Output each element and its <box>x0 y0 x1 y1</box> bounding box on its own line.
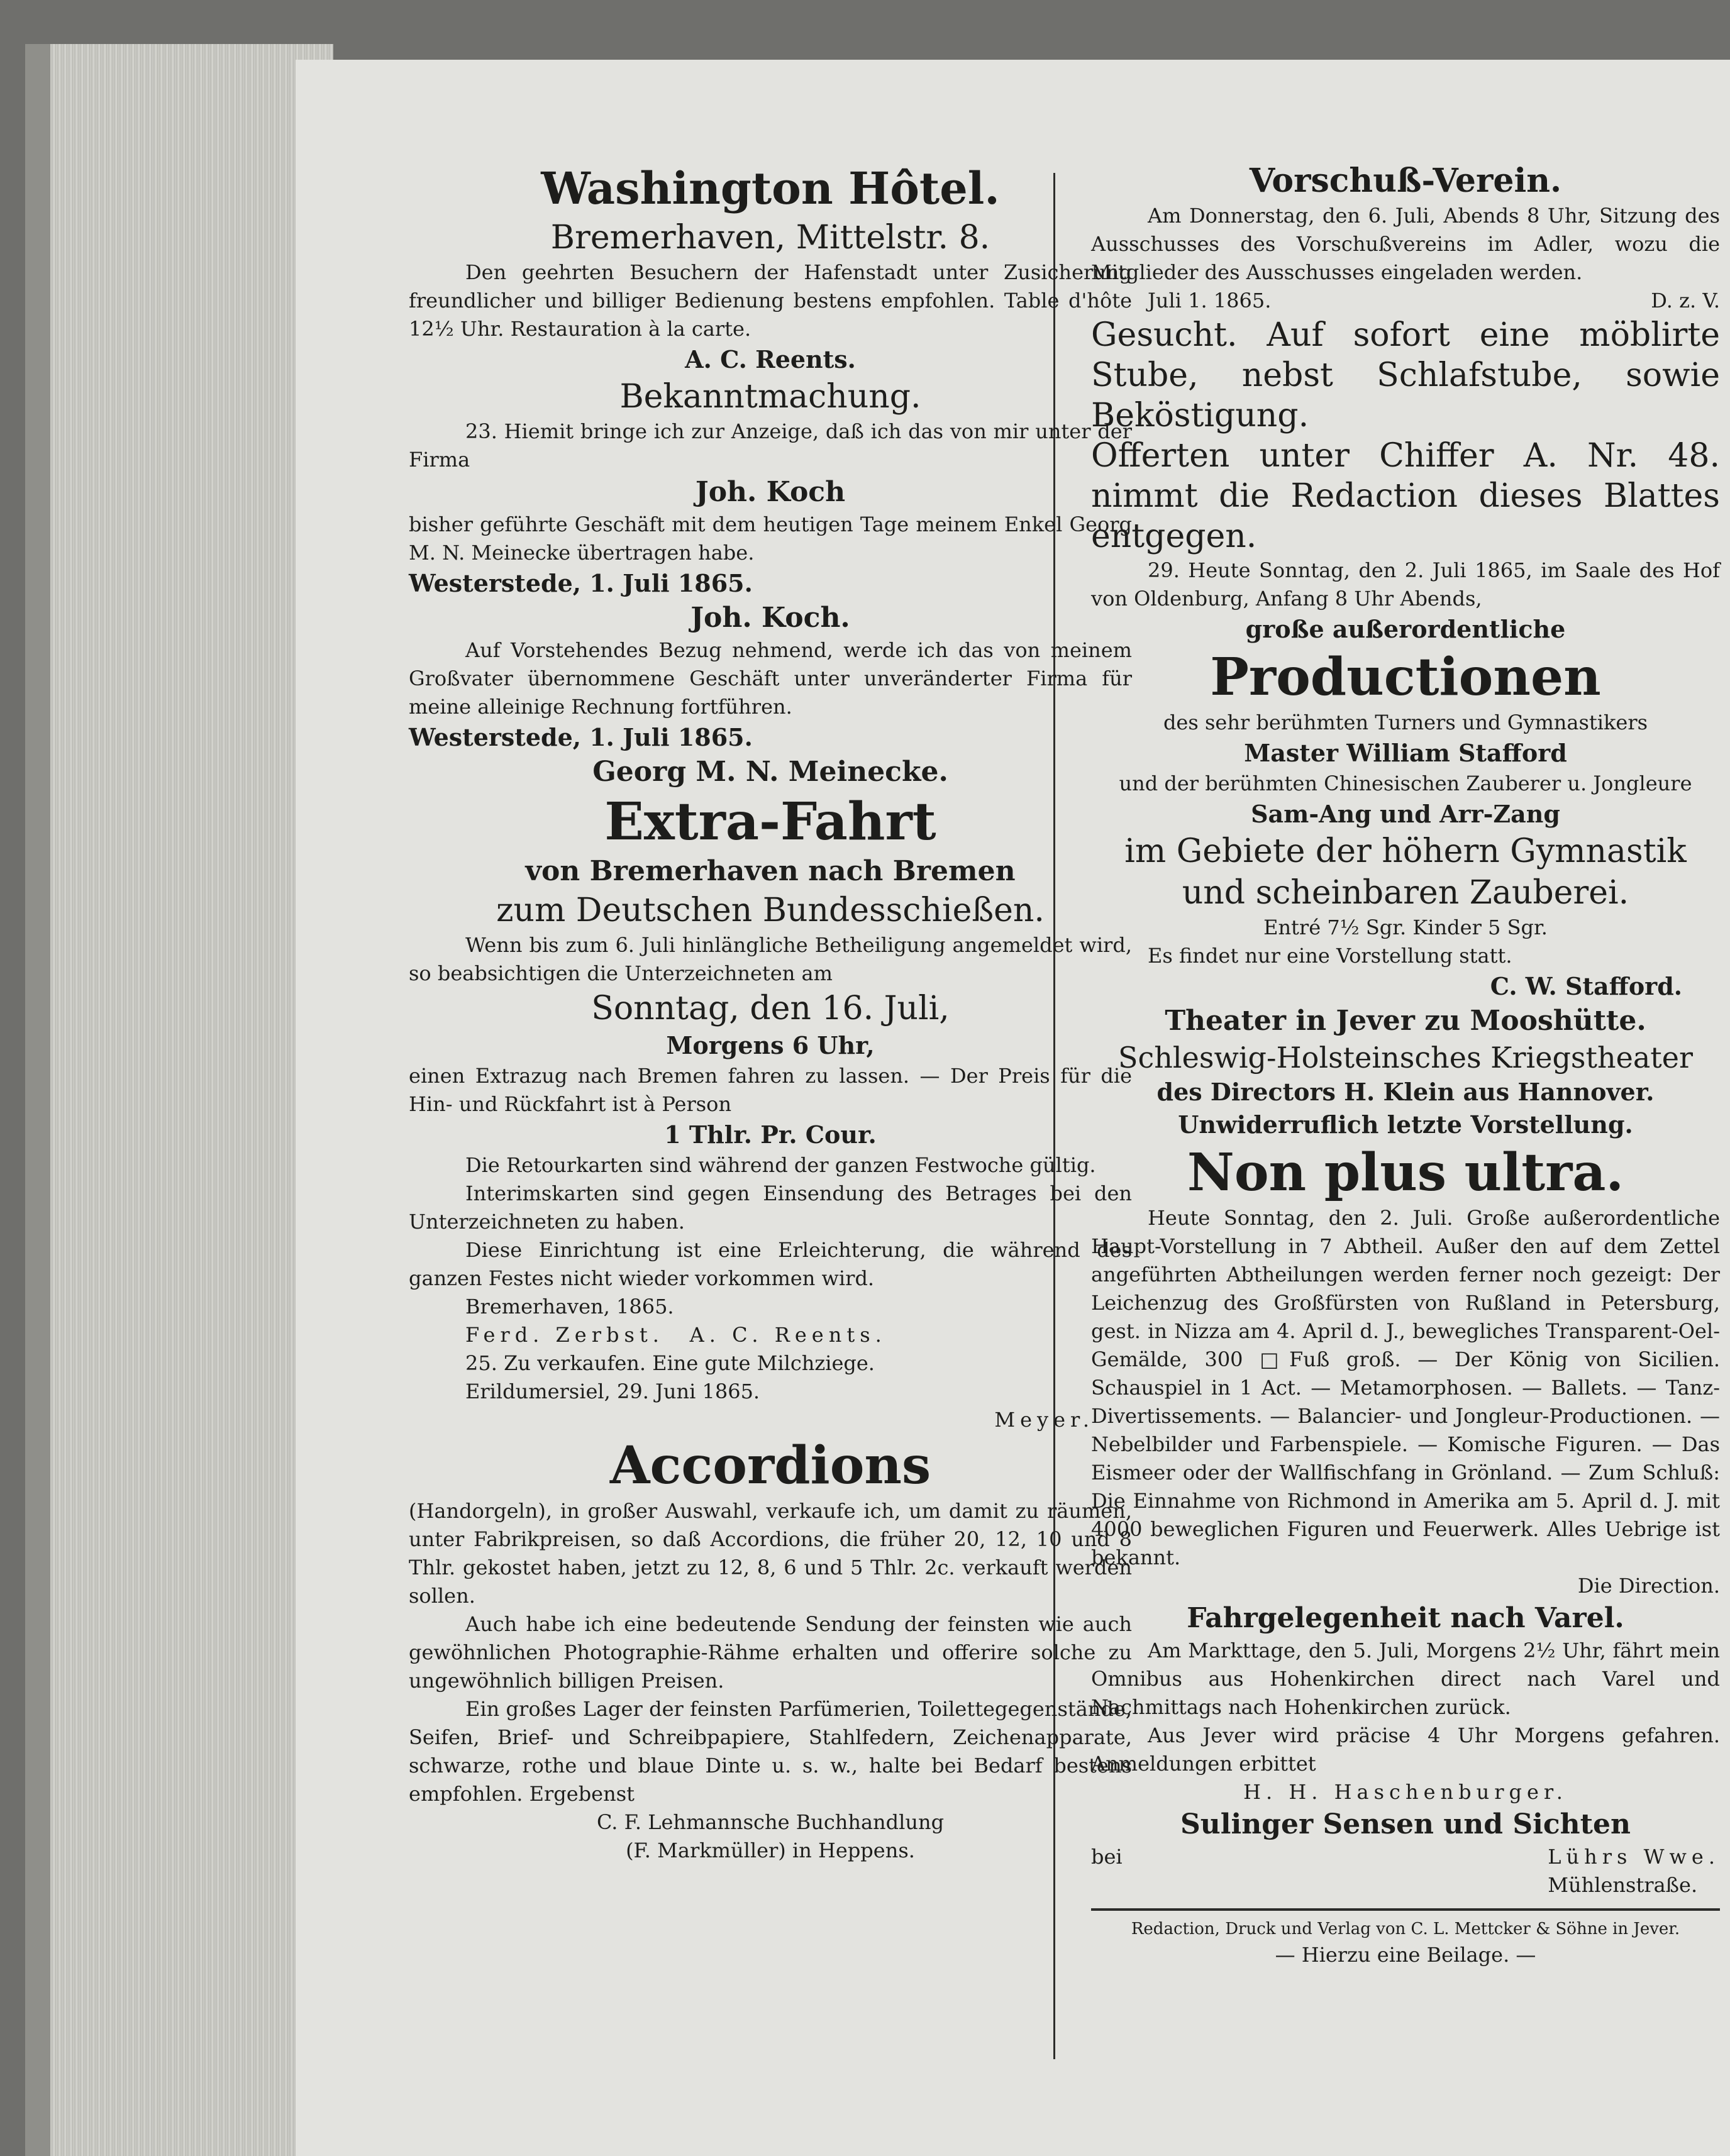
extra-text4: Interimskarten sind gegen Einsendung des Betrages bei den Unterzeichneten zu haben. <box>409 1181 1132 1234</box>
sulinger-sign2: Mühlenstraße. <box>1548 1873 1698 1897</box>
prod-title: Productionen <box>1210 647 1601 707</box>
accord-sign2: (F. Markmüller) in Heppens. <box>626 1838 915 1862</box>
prod-big: im Gebiete der höhern Gymnastik und scheinbaren Zauberei. <box>1124 832 1687 912</box>
sulinger-footer <box>1091 1843 1720 1899</box>
washington-sign: A. C. Reents. <box>685 345 856 373</box>
extra-price: 1 Thlr. Pr. Cour. <box>664 1120 877 1149</box>
extra-text5: Diese Einrichtung ist eine Erleichterung, die während des ganzen Festes nicht wieder vorkommen wird. <box>409 1238 1132 1290</box>
gesucht-text2: Offerten unter Chiffer A. Nr. 48. nimmt die Redaction dieses Blattes entgegen. <box>1091 437 1720 555</box>
bekannt-text1: 23. Hiemit bringe ich zur Anzeige, daß ich das von mir unter der Firma <box>409 419 1132 472</box>
fahr-sign: H. H. Haschenburger. <box>1243 1780 1568 1804</box>
extra-sub1: von Bremerhaven nach Bremen <box>525 855 1016 887</box>
bekannt-title: Bekanntmachung. <box>619 378 921 416</box>
sulinger-sign1: Lührs Wwe. <box>1548 1845 1720 1869</box>
bekannt-sign1: Joh. Koch. <box>690 602 850 634</box>
verein-title: Vorschuß-Verein. <box>1249 162 1562 200</box>
accord-title: Accordions <box>609 1435 931 1496</box>
gesucht-text: Gesucht. Auf sofort eine möblirte Stube, nebst Schlafstube, sowie Beköstigung. <box>1091 316 1720 434</box>
accord-text1: (Handorgeln), in großer Auswahl, verkaufe ich, um damit zu räumen, unter Fabrikpreisen, so daß Accordions, die früher 20, 12, 10 und 8 Thlr. gekostet haben, jetzt zu 12, 8, 6 und 5 Thlr. 2c. verkauft werden sollen. <box>409 1499 1132 1608</box>
bekannt-sign2: Georg M. N. Meinecke. <box>592 756 948 788</box>
theater-title3: des Directors H. Klein aus Hannover. <box>1156 1078 1655 1106</box>
sulinger-signatures <box>1548 1843 1720 1899</box>
washington-title: Washington Hôtel. <box>541 162 1000 214</box>
book-page-edges <box>25 44 333 2156</box>
prod-sub: große außerordentliche <box>1245 615 1566 643</box>
sulinger-bei: bei <box>1091 1845 1123 1869</box>
extra-sub2: zum Deutschen Bundesschießen. <box>496 892 1045 929</box>
theater-title4: Unwiderruflich letzte Vorstellung. <box>1178 1110 1633 1139</box>
imprint: Redaction, Druck und Verlag von C. L. Mettcker & Söhne in Jever. <box>1131 1920 1680 1938</box>
extra-time: Morgens 6 Uhr, <box>666 1031 875 1059</box>
fahr-text2: Aus Jever wird präcise 4 Uhr Morgens gefahren. Anmeldungen erbittet <box>1091 1723 1720 1776</box>
bekannt-text3: Auf Vorstehendes Bezug nehmend, werde ich das von meinem Großvater übernommene Geschäft unter unveränderter Firma für meine alleinige Rechnung fortführen. <box>409 638 1132 719</box>
bekannt-place1: Westerstede, 1. Juli 1865. <box>409 569 753 597</box>
left-column <box>409 160 1132 1865</box>
extra-text3: Die Retourkarten sind während der ganzen Festwoche gültig. <box>465 1153 1096 1177</box>
accord-sign1: C. F. Lehmannsche Buchhandlung <box>596 1810 945 1834</box>
extra-date: Sonntag, den 16. Juli, <box>591 990 950 1027</box>
prod-text3: und der berühmten Chinesischen Zauberer u. Jongleure <box>1119 771 1692 795</box>
bekannt-text2: bisher geführte Geschäft mit dem heutigen Tage meinem Enkel Georg M. N. Meinecke übertragen habe. <box>409 512 1132 565</box>
ziege-text: 25. Zu verkaufen. Eine gute Milchziege. <box>465 1351 875 1375</box>
extra-sign-a: Ferd. Zerbst. <box>465 1323 664 1347</box>
verein-text: Am Donnerstag, den 6. Juli, Abends 8 Uhr, Sitzung des Ausschusses des Vorschußvereins im Adler, wozu die Mitglieder des Ausschusses eingeladen werden. <box>1091 204 1720 284</box>
prod-name2: Sam-Ang und Arr-Zang <box>1251 800 1560 828</box>
extra-sign-b: A. C. Reents. <box>689 1323 887 1347</box>
prod-price: Entré 7½ Sgr. Kinder 5 Sgr. <box>1263 915 1548 939</box>
theater-big: Non plus ultra. <box>1187 1142 1624 1203</box>
imprint-rule <box>1091 1908 1720 1911</box>
extra-text2: einen Extrazug nach Bremen fahren zu lassen. — Der Preis für die Hin- und Rückfahrt ist à Person <box>409 1064 1132 1116</box>
verein-sign: D. z. V. <box>1651 289 1720 312</box>
right-column <box>1091 160 1720 1969</box>
bekannt-firm: Joh. Koch <box>695 476 846 508</box>
prod-sign: C. W. Stafford. <box>1490 972 1682 1000</box>
prod-text4: Es findet nur eine Vorstellung statt. <box>1148 944 1512 968</box>
washington-text: Den geehrten Besuchern der Hafenstadt unter Zusicherung freundlicher und billiger Bedienung bestens empfohlen. Table d'hôte 12½ Uhr. Restauration à la carte. <box>409 260 1132 341</box>
washington-address: Bremerhaven, Mittelstr. 8. <box>550 219 990 257</box>
bekannt-place2: Westerstede, 1. Juli 1865. <box>409 723 753 751</box>
extra-text1: Wenn bis zum 6. Juli hinlängliche Betheiligung angemeldet wird, so beabsichtigen die Unterzeichneten am <box>409 933 1132 985</box>
theater-title1: Theater in Jever zu Mooshütte. <box>1165 1005 1646 1037</box>
theater-sign: Die Direction. <box>1577 1574 1720 1598</box>
theater-text1: Heute Sonntag, den 2. Juli. Große außerordentliche Haupt-Vorstellung in 7 Abtheil. Außer den auf dem Zettel angeführten Abtheilungen werden ferner noch gezeigt: Der Leichenzug des Großfürsten von Rußland in Petersburg, gest. in Nizza am 4. April d. J., bewegliches Transparent-Oel-Gemälde, 300 □Fuß groß. — Der König von Sicilien. Schauspiel in 1 Act. — Metamorphosen. — Ballets. — Tanz-Divertissements. — Balancier- und Jongleur-Productionen. — Nebelbilder und Farbenspiele. — Komische Figuren. — Das Eismeer oder der Wallfischfang in Grönland. — Zum Schluß: Die Einnahme von Richmond in Amerika am 5. April d. J. mit 4000 beweglichen Figuren und Feuerwerk. Alles Uebrige ist bekannt. <box>1091 1206 1720 1569</box>
ziege-sign: Meyer. <box>994 1408 1094 1432</box>
extra-signatures <box>409 1321 1132 1349</box>
accord-text2: Auch habe ich eine bedeutende Sendung der feinsten wie auch gewöhnlichen Photographie-Rähme erhalten und offerire solche zu ungewöhnlich billigen Preisen. <box>409 1612 1132 1693</box>
verein-date: Juli 1. 1865. <box>1148 289 1272 312</box>
prod-text1: 29. Heute Sonntag, den 2. Juli 1865, im Saale des Hof von Oldenburg, Anfang 8 Uhr Abends, <box>1091 558 1720 611</box>
accord-text3: Ein großes Lager der feinsten Parfümerien, Toilettegegenstände, Seifen, Brief- und Schreibpapiere, Stahlfedern, Zeichenapparate, schwarze, rothe und blaue Dinte u. s. w., halte bei Bedarf bestens empfohlen. Ergebenst <box>409 1697 1132 1806</box>
theater-title2: Schleswig-Holsteinsches Kriegstheater <box>1118 1041 1693 1075</box>
prod-text2: des sehr berühmten Turners und Gymnastikers <box>1163 710 1648 734</box>
ziege-place: Erildumersiel, 29. Juni 1865. <box>465 1379 760 1403</box>
fahr-text1: Am Markttage, den 5. Juli, Morgens 2½ Uhr, fährt mein Omnibus aus Hohenkirchen direct nach Varel und Nachmittags nach Hohenkirchen zurück. <box>1091 1639 1720 1719</box>
prod-name1: Master William Stafford <box>1244 739 1567 767</box>
beilage: — Hierzu eine Beilage. — <box>1275 1943 1536 1967</box>
extra-title: Extra-Fahrt <box>604 792 936 852</box>
verein-footer <box>1091 287 1720 315</box>
sulinger-title: Sulinger Sensen und Sichten <box>1180 1808 1631 1840</box>
newspaper-page <box>296 60 1730 2156</box>
extra-place: Bremerhaven, 1865. <box>465 1295 674 1318</box>
fahr-title: Fahrgelegenheit nach Varel. <box>1187 1602 1624 1634</box>
